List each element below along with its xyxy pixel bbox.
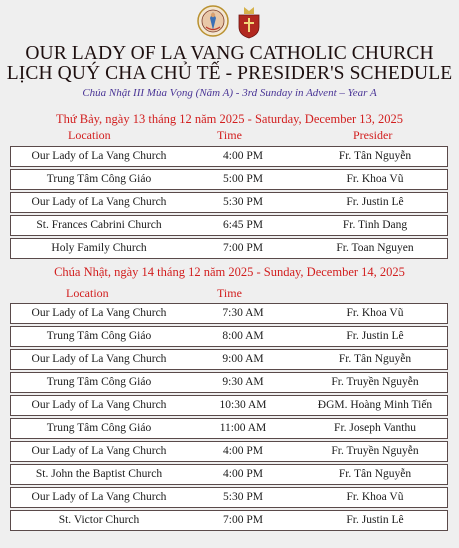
- row-location: Our Lady of La Vang Church: [31, 491, 167, 503]
- row-time: 11:00 AM: [219, 422, 267, 434]
- table-row: [10, 326, 448, 347]
- sunday-col-location: Location: [66, 286, 109, 300]
- row-presider: Fr. Khoa Vũ: [346, 173, 404, 185]
- table-row: [10, 303, 448, 324]
- row-location: St. John the Baptist Church: [35, 468, 163, 480]
- table-row: [10, 395, 448, 416]
- table-row: [10, 146, 448, 167]
- logo-bar: [0, 5, 459, 41]
- table-row: [10, 510, 448, 531]
- row-time: 10:30 AM: [219, 399, 267, 411]
- row-location: Holy Family Church: [51, 242, 147, 254]
- saturday-col-location: Location: [68, 128, 111, 142]
- row-time: 7:00 PM: [223, 514, 263, 526]
- row-location: Our Lady of La Vang Church: [31, 399, 167, 411]
- row-presider: ĐGM. Hoàng Minh Tiến: [317, 399, 433, 411]
- row-presider: Fr. Truyền Nguyễn: [331, 376, 419, 388]
- row-location: Trung Tâm Công Giáo: [46, 173, 152, 185]
- row-location: Our Lady of La Vang Church: [31, 445, 167, 457]
- row-time: 9:00 AM: [222, 353, 264, 365]
- row-time: 7:00 PM: [223, 242, 263, 254]
- row-location: Our Lady of La Vang Church: [31, 196, 167, 208]
- liturgical-subtitle: Chúa Nhật III Mùa Vọng (Năm A) - 3rd Sunday in Advent – Year A: [82, 87, 377, 99]
- row-time: 4:00 PM: [223, 445, 263, 457]
- row-location: Our Lady of La Vang Church: [31, 353, 167, 365]
- saturday-col-presider: Presider: [353, 128, 393, 142]
- table-row: [10, 169, 448, 190]
- row-location: Trung Tâm Công Giáo: [46, 376, 152, 388]
- row-time: 7:30 AM: [222, 307, 264, 319]
- row-location: St. Victor Church: [58, 514, 140, 526]
- table-row: [10, 372, 448, 393]
- row-location: Our Lady of La Vang Church: [31, 307, 167, 319]
- row-location: Trung Tâm Công Giáo: [46, 330, 152, 342]
- row-location: St. Frances Cabrini Church: [36, 219, 162, 231]
- row-time: 8:00 AM: [222, 330, 264, 342]
- table-row: [10, 464, 448, 485]
- parish-seal-icon: [197, 5, 229, 37]
- row-presider: Fr. Justin Lê: [346, 196, 404, 208]
- row-presider: Fr. Tân Nguyễn: [338, 353, 412, 365]
- row-time: 9:30 AM: [222, 376, 264, 388]
- row-location: Our Lady of La Vang Church: [31, 150, 167, 162]
- row-presider: Fr. Tinh Dang: [342, 219, 408, 231]
- page-title: OUR LADY OF LA VANG CATHOLIC CHURCH: [25, 43, 434, 64]
- table-row: [10, 441, 448, 462]
- table-row: [10, 418, 448, 439]
- saturday-col-time: Time: [217, 128, 242, 142]
- sunday-col-time: Time: [217, 286, 242, 300]
- row-time: 5:00 PM: [223, 173, 263, 185]
- page-subtitle-schedule: LỊCH QUÝ CHA CHỦ TẾ - PRESIDER'S SCHEDULE: [6, 63, 453, 84]
- row-presider: Fr. Khoa Vũ: [346, 307, 404, 319]
- table-row: [10, 192, 448, 213]
- row-presider: Fr. Joseph Vanthu: [334, 422, 416, 434]
- row-time: 4:00 PM: [223, 150, 263, 162]
- table-row: [10, 238, 448, 259]
- table-row: [10, 349, 448, 370]
- row-location: Trung Tâm Công Giáo: [46, 422, 152, 434]
- row-time: 4:00 PM: [223, 468, 263, 480]
- saturday-heading: Thứ Bảy, ngày 13 tháng 12 năm 2025 - Saturday, December 13, 2025: [55, 112, 404, 126]
- row-presider: Fr. Tân Nguyễn: [338, 468, 412, 480]
- row-presider: Fr. Truyền Nguyễn: [331, 445, 419, 457]
- diocese-crest-icon: [236, 5, 262, 39]
- row-time: 5:30 PM: [223, 491, 263, 503]
- row-presider: Fr. Khoa Vũ: [346, 491, 404, 503]
- table-row: [10, 487, 448, 508]
- row-time: 5:30 PM: [223, 196, 263, 208]
- row-presider: Fr. Justin Lê: [346, 514, 404, 526]
- row-time: 6:45 PM: [223, 219, 263, 231]
- row-presider: Fr. Tân Nguyễn: [338, 150, 412, 162]
- row-presider: Fr. Justin Lê: [346, 330, 404, 342]
- sunday-heading: Chúa Nhật, ngày 14 tháng 12 năm 2025 - Sunday, December 14, 2025: [54, 265, 405, 279]
- row-presider: Fr. Toan Nguyen: [336, 242, 414, 254]
- table-row: [10, 215, 448, 236]
